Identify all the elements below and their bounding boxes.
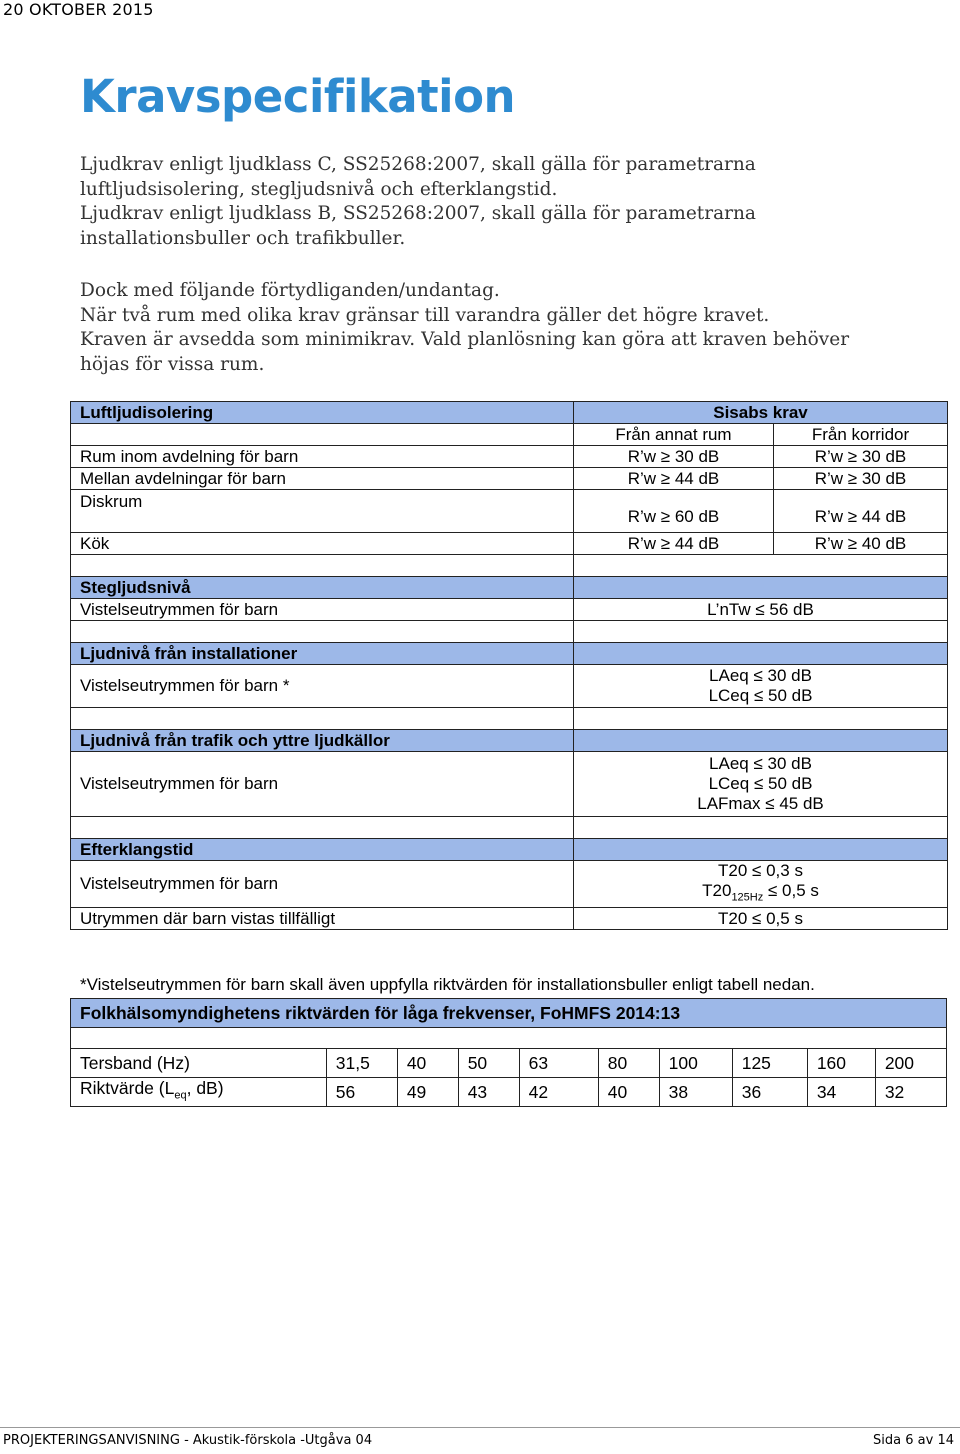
row-label: Vistelseutrymmen för barn xyxy=(71,861,574,908)
installation-header: Ljudnivå från installationer xyxy=(71,643,574,665)
value-cell: 49 xyxy=(397,1078,458,1107)
value-cell: 38 xyxy=(659,1078,732,1107)
intro-line: installationsbuller och trafikbuller. xyxy=(80,227,406,249)
value-line: LAeq ≤ 30 dB xyxy=(709,754,812,773)
freq-cell: 160 xyxy=(807,1049,875,1078)
value-korridor: R’w ≥ 44 dB xyxy=(774,490,948,533)
footer-page-number: Sida 6 av 14 xyxy=(873,1433,954,1448)
efterklang-header: Efterklangstid xyxy=(71,839,574,861)
value-korridor: R’w ≥ 40 dB xyxy=(774,533,948,555)
freq-cell: 125 xyxy=(732,1049,807,1078)
value-annat: R’w ≥ 44 dB xyxy=(574,533,774,555)
spacer-row xyxy=(71,621,948,643)
freq-cell: 100 xyxy=(659,1049,732,1078)
freq-cell: 50 xyxy=(458,1049,519,1078)
value-line: T20 ≤ 0,3 s xyxy=(718,861,803,880)
row-label: Vistelseutrymmen för barn xyxy=(71,599,574,621)
table-row xyxy=(71,908,948,930)
table-row xyxy=(71,839,948,861)
stegljud-header: Stegljudsnivå xyxy=(71,577,574,599)
sisab-header: Sisabs krav xyxy=(574,402,948,424)
note-line: Dock med följande förtydliganden/undantag. xyxy=(80,280,500,301)
luftljud-header: Luftljudisolering xyxy=(71,402,574,424)
freq-cell: 40 xyxy=(397,1049,458,1078)
row-label: Tersband (Hz) xyxy=(71,1049,327,1078)
trafik-values xyxy=(574,752,948,817)
row-label: Utrymmen där barn vistas tillfälligt xyxy=(71,908,574,930)
efterklang-value: T20 ≤ 0,5 s xyxy=(574,908,948,930)
table-row xyxy=(71,861,948,908)
intro-line: Ljudkrav enligt ljudklass C, SS25268:2007, skall gälla för parametrarna xyxy=(80,154,756,175)
value-korridor: R’w ≥ 30 dB xyxy=(774,468,948,490)
note-line: höjas för vissa rum. xyxy=(80,353,265,375)
frequency-table xyxy=(70,998,947,1107)
table-row xyxy=(71,468,948,490)
header-date: 20 OKTOBER 2015 xyxy=(3,0,154,19)
row-label: Diskrum xyxy=(71,490,574,533)
table-row xyxy=(71,752,948,817)
table-row xyxy=(71,1078,947,1107)
table-row xyxy=(71,533,948,555)
value-line: LAeq ≤ 30 dB xyxy=(709,666,812,685)
footer-document-title: PROJEKTERINGSANVISNING - Akustik-förskola -Utgåva 04 xyxy=(3,1433,373,1448)
note-line: När två rum med olika krav gränsar till varandra gäller det högre kravet. xyxy=(80,304,770,326)
row-label: Rum inom avdelning för barn xyxy=(71,446,574,468)
empty-cell xyxy=(71,424,574,446)
table-row xyxy=(71,424,948,446)
footnote: *Vistelseutrymmen för barn skall även uppfylla riktvärden för installationsbuller enligt tabell nedan. xyxy=(80,975,815,994)
spacer-row xyxy=(71,817,948,839)
footer-divider xyxy=(0,1427,960,1428)
freq-table-title: Folkhälsomyndighetens riktvärden för låga frekvenser, FoHMFS 2014:13 xyxy=(71,999,947,1028)
value-annat: R’w ≥ 60 dB xyxy=(574,490,774,533)
page-title: Kravspecifikation xyxy=(80,70,516,123)
intro-line: luftljudsisolering, stegljudsnivå och efterklangstid. xyxy=(80,178,558,200)
table-row xyxy=(71,599,948,621)
spacer-row xyxy=(71,708,948,730)
value-cell: 40 xyxy=(598,1078,659,1107)
table-row xyxy=(71,643,948,665)
value-annat: R’w ≥ 30 dB xyxy=(574,446,774,468)
row-label: Riktvärde ($L_{eq}$, dB) xyxy=(71,1078,327,1107)
stegljud-value: L’nTw ≤ 56 dB xyxy=(574,599,948,621)
intro-line: Ljudkrav enligt ljudklass B, SS25268:2007, skall gälla för parametrarna xyxy=(80,203,756,224)
table-row xyxy=(71,402,948,424)
row-label: Mellan avdelningar för barn xyxy=(71,468,574,490)
intro-text xyxy=(80,153,940,251)
installation-values xyxy=(574,665,948,708)
value-annat: R’w ≥ 44 dB xyxy=(574,468,774,490)
col-annat-rum: Från annat rum xyxy=(574,424,774,446)
table-row xyxy=(71,490,948,533)
table-row xyxy=(71,1049,947,1078)
table-row xyxy=(71,446,948,468)
table-row xyxy=(71,730,948,752)
value-line: $T20_{125Hz} \le 0,5$ s xyxy=(702,881,819,904)
value-line: LAFmax ≤ 45 dB xyxy=(697,794,824,813)
row-label: Vistelseutrymmen för barn * xyxy=(71,665,574,708)
value-cell: 36 xyxy=(732,1078,807,1107)
value-cell: 42 xyxy=(519,1078,598,1107)
note-line: Kraven är avsedda som minimikrav. Vald planlösning kan göra att kraven behöver xyxy=(80,329,850,350)
spacer-row xyxy=(71,555,948,577)
value-cell: 43 xyxy=(458,1078,519,1107)
table-row xyxy=(71,665,948,708)
value-korridor: R’w ≥ 30 dB xyxy=(774,446,948,468)
spacer-row xyxy=(71,1028,947,1049)
freq-cell: 200 xyxy=(875,1049,946,1078)
row-label: Kök xyxy=(71,533,574,555)
freq-cell: 63 xyxy=(519,1049,598,1078)
table-row xyxy=(71,577,948,599)
value-line: LCeq ≤ 50 dB xyxy=(708,774,813,793)
value-cell: 56 xyxy=(326,1078,397,1107)
value-cell: 34 xyxy=(807,1078,875,1107)
notes-text xyxy=(80,279,940,377)
efterklang-values xyxy=(574,861,948,908)
value-line: LCeq ≤ 50 dB xyxy=(708,686,813,705)
table-row xyxy=(71,999,947,1028)
freq-cell: 80 xyxy=(598,1049,659,1078)
trafik-header: Ljudnivå från trafik och yttre ljudkällor xyxy=(71,730,574,752)
col-korridor: Från korridor xyxy=(774,424,948,446)
value-cell: 32 xyxy=(875,1078,946,1107)
requirements-table xyxy=(70,401,948,930)
row-label: Vistelseutrymmen för barn xyxy=(71,752,574,817)
freq-cell: 31,5 xyxy=(326,1049,397,1078)
